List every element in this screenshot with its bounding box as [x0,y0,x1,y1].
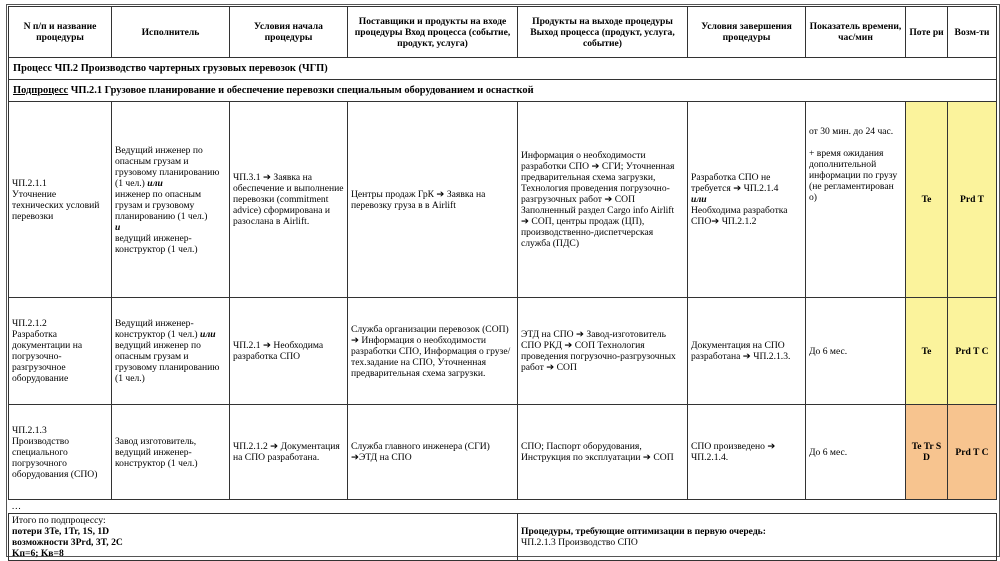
summary-losses: потери 3Te, 1Tr, 1S, 1D [12,526,110,537]
summary-opportunities: возможности 3Prd, 3T, 2C [12,537,123,548]
priority-title: Процедуры, требующие оптимизации в первую очередь: [521,526,766,537]
loss-cell: Te Tr S D [906,405,948,500]
header-losses: Поте ри [906,7,948,58]
input-cell: Служба организации перевозок (СОП) ➔ Информация о необходимости разработки СПО, Информация о грузе/тех.задание на СПО, Уточненная предварительная схема загрузки. [348,298,518,405]
priority-block [518,514,997,561]
time-cell: До 6 мес. [806,298,906,405]
finish-condition-cell: Разработка СПО не требуется ➔ ЧП.2.1.4 или Необходима разработка СПО➔ ЧП.2.1.2 [688,102,806,298]
header-outputs: Продукты на выходе процедуры Выход процесса (продукт, услуга, событие) [518,7,688,58]
start-condition-cell: ЧП.2.1 ➔ Необходима разработка СПО [230,298,348,405]
process-title-row [9,58,997,80]
input-cell: Служба главного инженера (СГИ) ➔ЭТД на СПО [348,405,518,500]
summary-coefficients: Kп=6; Kв=8 [12,548,64,559]
priority-item: ЧП.2.1.3 Производство СПО [521,537,638,548]
header-procedure: N п/п и название процедуры [9,7,112,58]
start-condition-cell: ЧП.3.1 ➔ Заявка на обеспечение и выполнение перевозки (commitment advice) сформирована и разослана в Airlift. [230,102,348,298]
summary-row [9,514,997,561]
subprocess-prefix: Подпроцесс [13,85,69,96]
time-cell: от 30 мин. до 24 час. + время ожидания дополнительной информации по грузу (не регламентирован о) [806,102,906,298]
start-condition-cell: ЧП.2.1.2 ➔ Документация на СПО разработана. [230,405,348,500]
procedure-cell: ЧП.2.1.1 Уточнение технических условий перевозки [9,102,112,298]
opportunity-cell: Prd T C [948,298,997,405]
table-row [9,102,997,298]
subprocess-title [9,80,997,102]
executor-cell: Ведущий инженер по опасным грузам и грузовому планированию (1 чел.) или инженер по опасным грузам и грузовому планированию (1 чел.) и ведущий инженер-конструктор (1 чел.) [112,102,230,298]
header-start-conditions: Условия начала процедуры [230,7,348,58]
finish-condition-cell: СПО произведено ➔ ЧП.2.1.4. [688,405,806,500]
procedure-cell: ЧП.2.1.2 Разработка документации на погрузочно-разгрузочное оборудование [9,298,112,405]
input-cell: Центры продаж ГрК ➔ Заявка на перевозку груза в в Airlift [348,102,518,298]
header-opportunities: Возм-ти [948,7,997,58]
output-cell: ЭТД на СПО ➔ Завод-изготовитель СПО РКД ➔ СОП Технология проведения погрузочно-разгрузочных работ ➔ СОП [518,298,688,405]
loss-cell: Te [906,102,948,298]
output-cell: СПО; Паспорт оборудования, Инструкция по эксплуатации ➔ СОП [518,405,688,500]
loss-cell: Te [906,298,948,405]
opportunity-cell: Prd T [948,102,997,298]
procedure-cell: ЧП.2.1.3 Производство специального погрузочного оборудования (СПО) [9,405,112,500]
finish-condition-cell: Документация на СПО разработана ➔ ЧП.2.1.3. [688,298,806,405]
header-inputs: Поставщики и продукты на входе процедуры Вход процесса (событие, продукт, услуга) [348,7,518,58]
header-executor: Исполнитель [112,7,230,58]
process-title: Процесс ЧП.2 Производство чартерных грузовых перевозок (ЧГП) [9,58,997,80]
header-row [9,7,997,58]
table-row [9,298,997,405]
header-time: Показатель времени, час/мин [806,7,906,58]
subprocess-title-row [9,80,997,102]
subprocess-name: ЧП.2.1 Грузовое планирование и обеспечение перевозки специальным оборудованием и оснасткой [68,85,534,96]
header-finish-conditions: Условия завершения процедуры [688,7,806,58]
time-cell: До 6 мес. [806,405,906,500]
output-cell: Информация о необходимости разработки СПО ➔ СГИ; Уточненная предварительная схема загрузки, Технология проведения погрузочно-разгрузочных работ ➔ СОП Заполненный раздел Cargo info Airlift ➔ СОП, центры продаж (ЦП), производственно-диспетчерская служба (ПДС) [518,102,688,298]
executor-cell: Завод изготовитель, ведущий инженер-конструктор (1 чел.) [112,405,230,500]
summary-title: Итого по подпроцессу: [12,515,106,526]
process-table [8,6,997,561]
opportunity-cell: Prd T C [948,405,997,500]
ellipsis-row [9,500,997,514]
subprocess-summary [9,514,518,561]
table-row [9,405,997,500]
executor-cell: Ведущий инженер-конструктор (1 чел.) или ведущий инженер по опасным грузам и грузовому планированию (1 чел.) [112,298,230,405]
ellipsis: … [9,500,997,514]
